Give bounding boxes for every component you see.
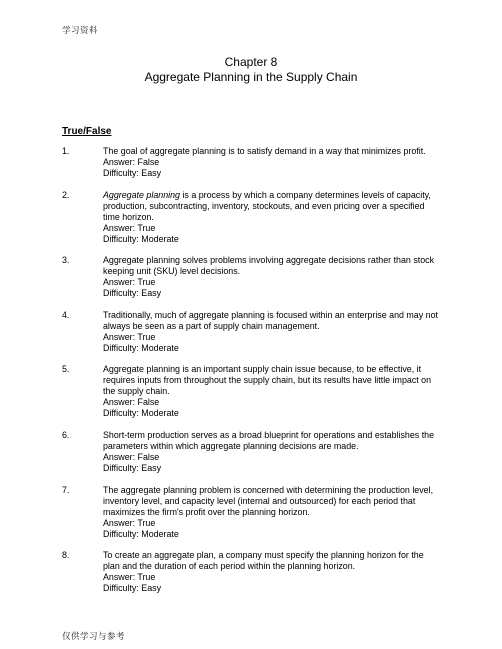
answer-text: Answer: False [103, 157, 160, 167]
question-number: 4. [62, 309, 70, 320]
question-item [62, 146, 442, 179]
answer-text: Answer: True [103, 222, 156, 233]
question-text: The aggregate planning problem is concerned with determining the production level, inventory level, and capacity level (internal and outsourced) for each period that maximizes the firm's profit over the planning horizon. [103, 484, 434, 517]
difficulty-text: Difficulty: Moderate [103, 408, 179, 419]
question-number: 8. [62, 550, 70, 561]
question-number: 2. [62, 189, 70, 200]
chapter-title-block [0, 55, 502, 84]
question-list [62, 146, 442, 605]
difficulty-text: Difficulty: Easy [103, 462, 162, 473]
answer-text: Answer: False [103, 397, 160, 408]
answer-text: Answer: False [103, 451, 160, 462]
question-item [62, 485, 442, 540]
question-item [62, 550, 442, 594]
difficulty-text: Difficulty: Easy [103, 168, 162, 178]
answer-text: Answer: True [103, 331, 156, 342]
difficulty-text: Difficulty: Moderate [103, 233, 179, 244]
question-text: Aggregate planning solves problems involving aggregate decisions rather than stock keeping unit (SKU) level decisions. [103, 255, 435, 277]
question-item [62, 255, 442, 299]
chapter-title: Aggregate Planning in the Supply Chain [144, 69, 358, 84]
question-item [62, 190, 442, 245]
question-text: Short-term production serves as a broad blueprint for operations and establishes the parameters within which aggregate planning decisions are made. [103, 429, 435, 451]
question-text [103, 190, 442, 223]
question-item [62, 310, 442, 354]
question-item [62, 430, 442, 474]
answer-text: Answer: True [103, 517, 156, 528]
question-number: 3. [62, 255, 70, 266]
question-text-rest: is a process by which a company determines levels of capacity, production, subcontracting, inventory, stockouts, and even pricing over a specified time horizon. [103, 189, 431, 222]
question-number: 1. [62, 146, 70, 156]
section-heading: True/False [62, 126, 112, 137]
chapter-number: Chapter 8 [224, 55, 278, 69]
key-term: Aggregate planning [103, 189, 180, 200]
answer-text: Answer: True [103, 277, 156, 288]
question-text: Traditionally, much of aggregate planning is focused within an enterprise and may not always be seen as a part of supply chain management. [103, 309, 438, 331]
page-footer-note: 仅供学习与参考 [62, 631, 126, 641]
question-number: 5. [62, 364, 70, 375]
question-number: 6. [62, 429, 70, 440]
difficulty-text: Difficulty: Easy [103, 288, 162, 299]
question-text: Aggregate planning is an important supply chain issue because, to be effective, it requires inputs from throughout the supply chain, but its results have little impact on the supply chain. [103, 364, 432, 397]
answer-text: Answer: True [103, 572, 156, 583]
difficulty-text: Difficulty: Moderate [103, 342, 179, 353]
page-header-note: 学习资料 [62, 25, 99, 35]
question-item [62, 364, 442, 419]
question-number: 7. [62, 484, 70, 495]
question-text: The goal of aggregate planning is to satisfy demand in a way that minimizes profit. [103, 146, 426, 156]
question-text: To create an aggregate plan, a company must specify the planning horizon for the plan and the duration of each period within the planning horizon. [103, 550, 424, 572]
difficulty-text: Difficulty: Easy [103, 583, 162, 594]
difficulty-text: Difficulty: Moderate [103, 528, 179, 539]
